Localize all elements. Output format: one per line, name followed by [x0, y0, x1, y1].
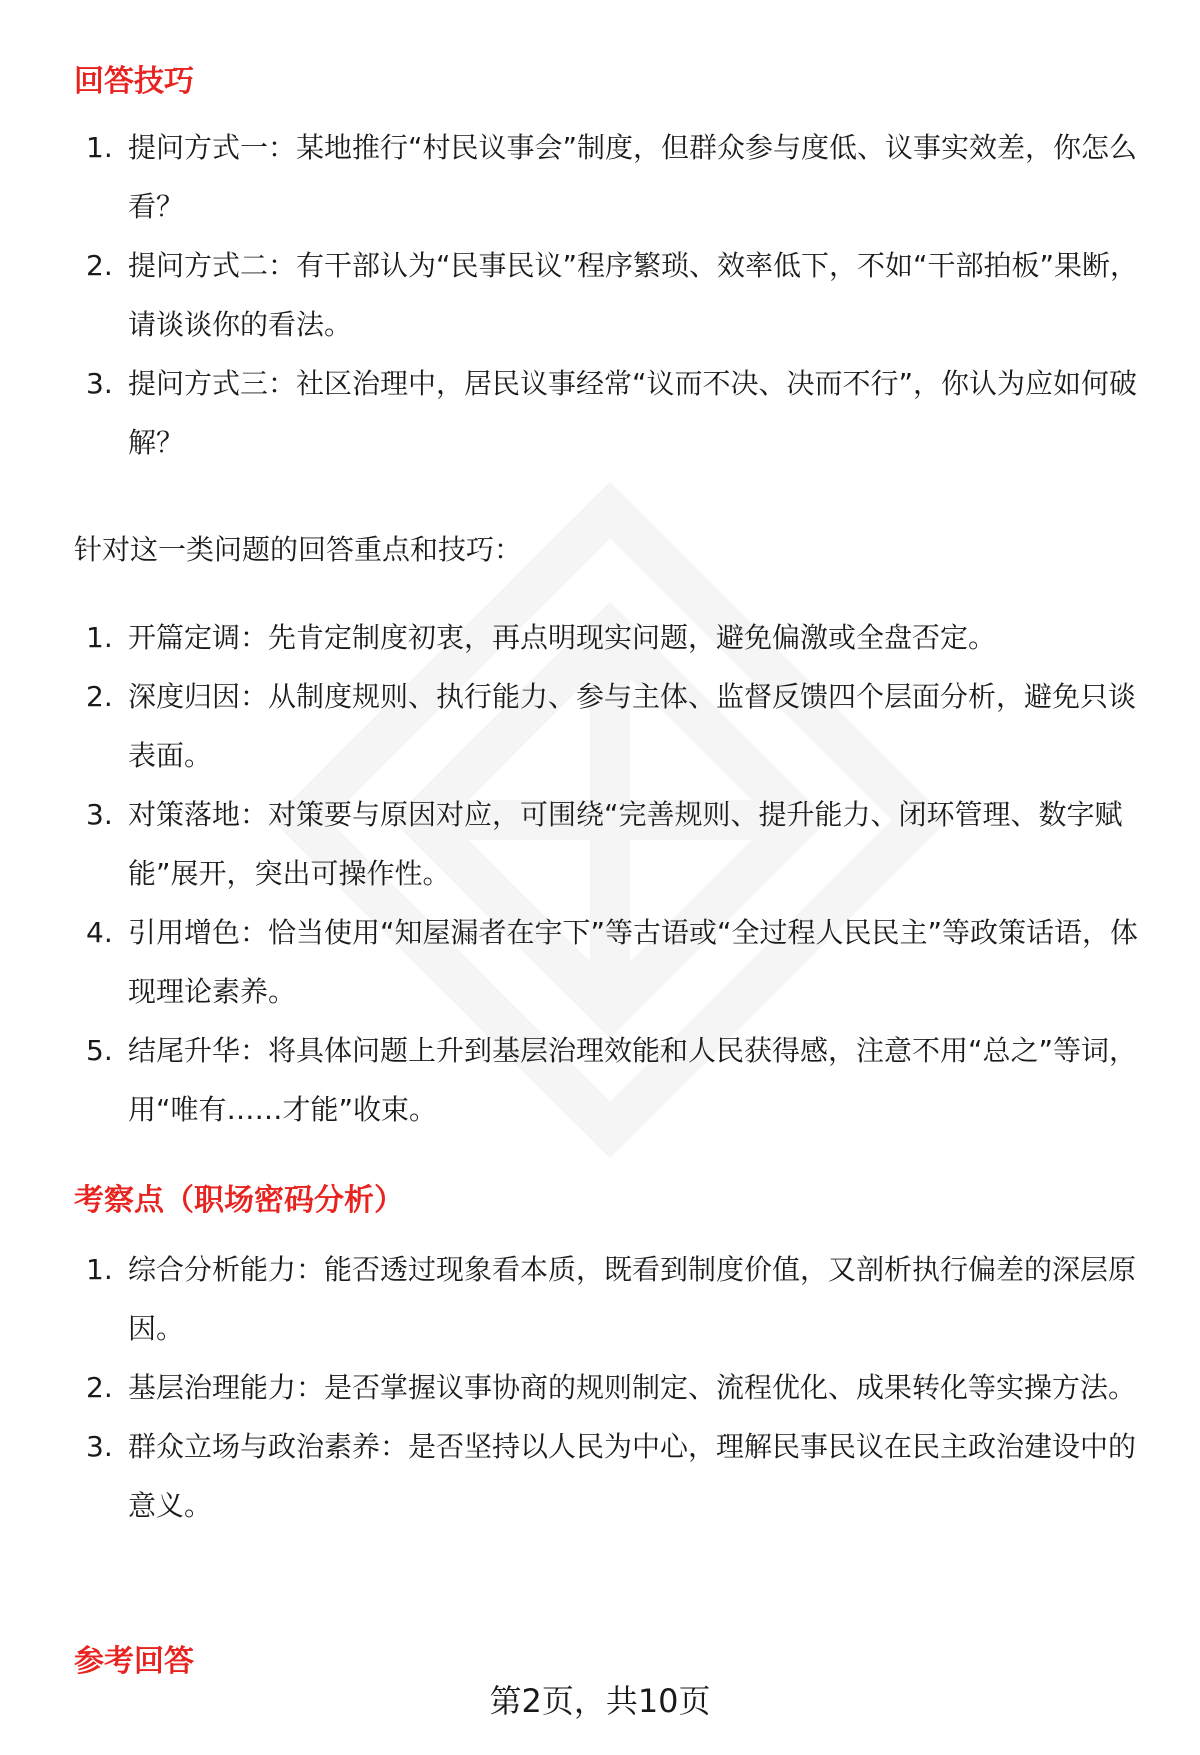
list-text: 引用增色：恰当使用“知屋漏者在宇下”等古语或“全过程人民民主”等政策话语，体现理论素养。: [128, 916, 1139, 1008]
list-text: 提问方式二：有干部认为“民事民议”程序繁琐、效率低下，不如“干部拍板”果断，请谈谈你的看法。: [128, 249, 1139, 341]
list-item: [74, 1021, 1144, 1139]
list-item: [74, 118, 1144, 236]
list-text: 群众立场与政治素养：是否坚持以人民为中心，理解民事民议在民主政治建设中的意义。: [128, 1430, 1137, 1522]
list-item: [74, 785, 1144, 903]
list-text: 结尾升华：将具体问题上升到基层治理效能和人民获得感，注意不用“总之”等词，用“唯有……才能”收束。: [128, 1034, 1138, 1126]
list-item: [74, 667, 1144, 785]
list-text: 提问方式一：某地推行“村民议事会”制度，但群众参与度低、议事实效差，你怎么看？: [128, 131, 1138, 223]
tips-heading: 回答技巧: [74, 64, 194, 99]
list-number: 5.: [86, 1034, 113, 1067]
list-number: 2.: [86, 249, 113, 282]
focus-list: [74, 608, 1144, 1139]
list-number: 3.: [86, 798, 113, 831]
list-item: [74, 1358, 1144, 1417]
list-text: 深度归因：从制度规则、执行能力、参与主体、监督反馈四个层面分析，避免只谈表面。: [128, 680, 1137, 772]
exam-heading: 考察点（职场密码分析）: [74, 1183, 404, 1218]
list-item: [74, 608, 1144, 667]
focus-intro: 针对这一类问题的回答重点和技巧：: [74, 533, 523, 566]
list-item: [74, 1417, 1144, 1535]
list-item: [74, 903, 1144, 1021]
list-number: 1.: [86, 131, 113, 164]
list-number: 2.: [86, 1371, 113, 1404]
question-list: [74, 118, 1144, 472]
list-item: [74, 1240, 1144, 1358]
list-number: 1.: [86, 621, 113, 654]
list-text: 综合分析能力：能否透过现象看本质，既看到制度价值，又剖析执行偏差的深层原因。: [128, 1253, 1137, 1345]
list-number: 3.: [86, 1430, 113, 1463]
page-number: 第2页，共10页: [489, 1682, 711, 1720]
list-text: 开篇定调：先肯定制度初衷，再点明现实问题，避免偏激或全盘否定。: [128, 621, 997, 654]
list-number: 3.: [86, 367, 113, 400]
list-number: 2.: [86, 680, 113, 713]
list-number: 1.: [86, 1253, 113, 1286]
list-item: [74, 354, 1144, 472]
reference-heading: 参考回答: [74, 1644, 194, 1679]
list-text: 基层治理能力：是否掌握议事协商的规则制定、流程优化、成果转化等实操方法。: [128, 1371, 1137, 1404]
list-number: 4.: [86, 916, 113, 949]
exam-list: [74, 1240, 1144, 1535]
list-item: [74, 236, 1144, 354]
list-text: 提问方式三：社区治理中，居民议事经常“议而不决、决而不行”，你认为应如何破解？: [128, 367, 1138, 459]
list-text: 对策落地：对策要与原因对应，可围绕“完善规则、提升能力、闭环管理、数字赋能”展开，突出可操作性。: [128, 798, 1123, 890]
